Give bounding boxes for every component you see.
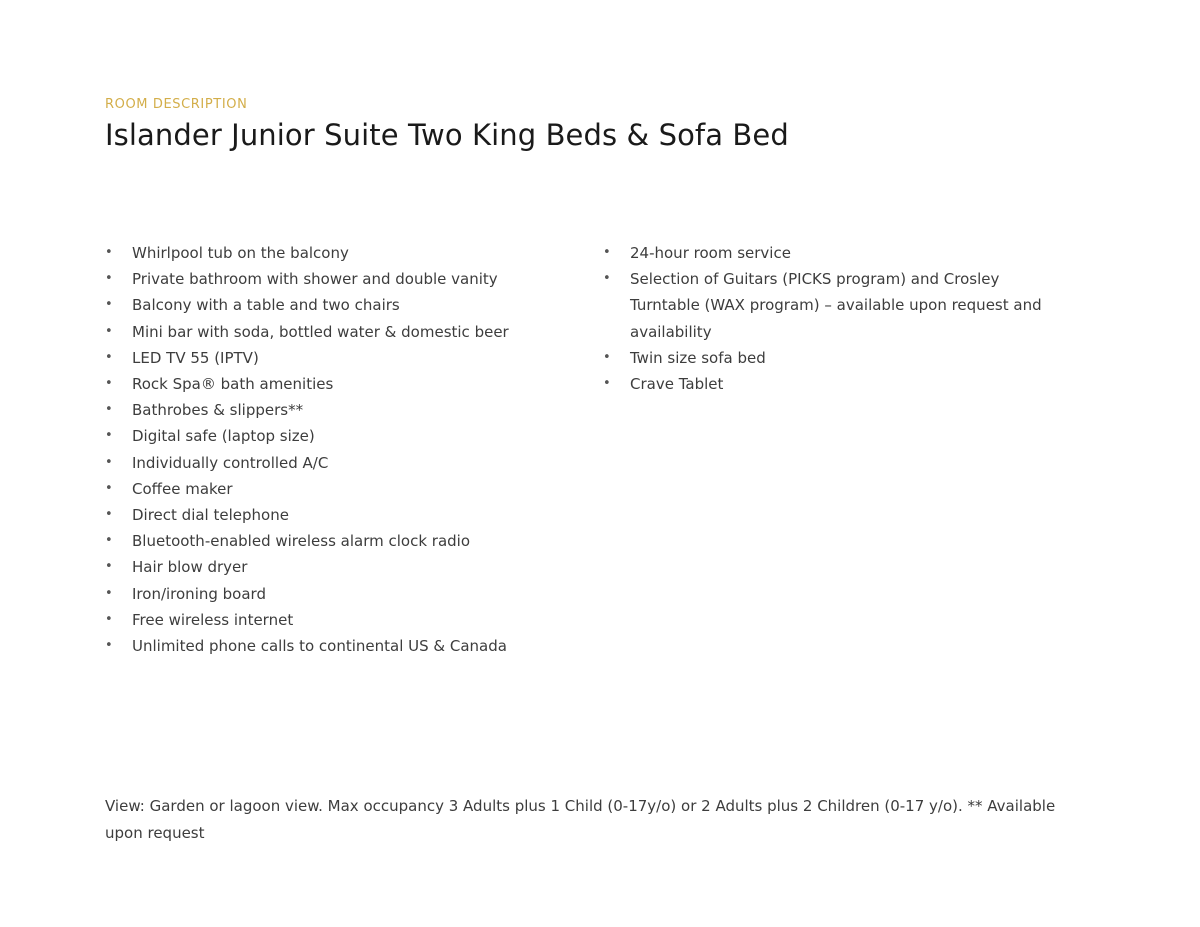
bullet-icon: • [105,454,113,470]
amenity-item [105,266,575,292]
bullet-icon: • [105,245,113,260]
amenity-label: Direct dial telephone [132,506,289,525]
bullet-icon: • [105,638,113,654]
amenities-list-left [105,240,575,659]
amenity-item [105,554,575,580]
bullet-icon: • [603,245,611,260]
room-title: Islander Junior Suite Two King Beds & Sofa Bed [105,118,789,152]
amenity-item [603,266,1065,345]
amenity-label: Coffee maker [132,479,233,498]
bullet-icon: • [105,376,113,392]
bullet-icon: • [105,533,113,549]
amenity-item [603,345,1065,371]
amenity-item [105,476,575,502]
bullet-icon: • [603,376,611,392]
amenity-item [105,528,575,554]
amenities-list-right [603,240,1065,397]
amenity-item [105,502,575,528]
amenity-label: 24-hour room service [630,244,791,262]
amenity-label: Rock Spa® bath amenities [132,375,334,394]
amenity-item [105,371,575,397]
bullet-icon: • [603,349,611,365]
section-kicker: ROOM DESCRIPTION [105,97,248,112]
amenity-item [105,450,575,476]
amenity-item [105,319,575,345]
amenity-item [105,345,575,371]
bullet-icon: • [105,585,113,601]
bullet-icon: • [105,611,113,627]
occupancy-note: View: Garden or lagoon view. Max occupancy 3 Adults plus 1 Child (0-17y/o) or 2 Adults plus 2 Children (0-17 y/o). ** Available upon request [105,797,1056,842]
room-description-page [105,0,1065,927]
amenity-item [105,292,575,318]
amenity-label: Mini bar with soda, bottled water & domestic beer [132,322,509,341]
bullet-icon: • [105,428,113,444]
amenity-label: Balcony with a table and two chairs [132,296,400,315]
amenity-item [603,371,1065,397]
bullet-icon: • [105,349,113,365]
bullet-icon: • [105,559,113,575]
amenity-item [603,240,1065,266]
amenity-item [105,607,575,633]
amenity-label: Private bathroom with shower and double vanity [132,270,498,289]
amenity-label: Unlimited phone calls to continental US & Canada [132,637,507,656]
amenity-label: Selection of Guitars (PICKS program) and Crosley Turntable (WAX program) – available upon request and availability [630,270,1042,341]
bullet-icon: • [105,323,113,339]
amenity-item [105,240,575,266]
bullet-icon: • [105,507,113,523]
amenity-item [105,633,575,659]
amenity-label: Bathrobes & slippers** [132,401,304,420]
amenity-label: Hair blow dryer [132,558,248,577]
amenity-label: Free wireless internet [132,610,294,629]
bullet-icon: • [105,402,113,418]
bullet-icon: • [105,297,113,313]
amenity-label: Crave Tablet [630,375,724,394]
amenity-label: Twin size sofa bed [630,348,766,367]
bullet-icon: • [105,271,113,287]
amenity-label: Individually controlled A/C [132,453,329,472]
amenity-label: LED TV 55 (IPTV) [132,348,259,367]
amenity-label: Digital safe (laptop size) [132,427,315,446]
amenity-item [105,397,575,423]
bullet-icon: • [105,480,113,496]
amenity-label: Iron/ironing board [132,584,266,603]
amenity-label: Bluetooth-enabled wireless alarm clock radio [132,532,471,551]
amenity-label: Whirlpool tub on the balcony [132,244,349,262]
amenity-item [105,581,575,607]
amenity-item [105,423,575,449]
bullet-icon: • [603,271,611,287]
